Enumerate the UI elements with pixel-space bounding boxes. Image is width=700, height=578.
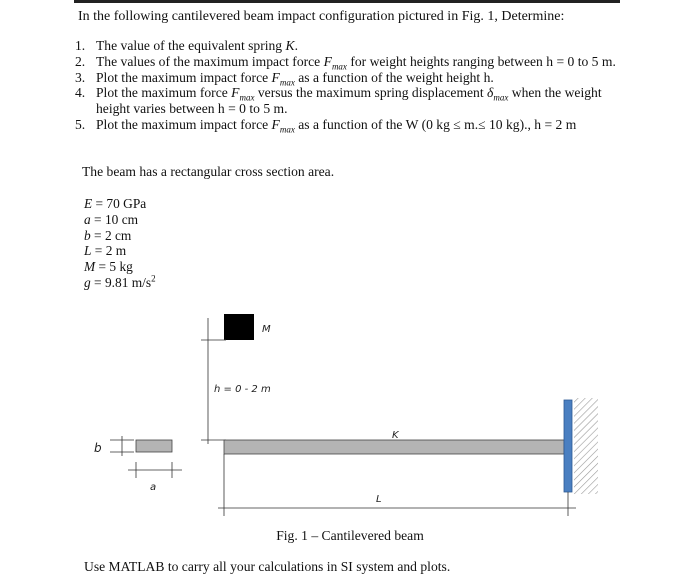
parameter-item: g = 9.81 $m/s^2$ (84, 273, 156, 290)
instructions-footer: Use MATLAB to carry all your calculations in SI system and plots. (84, 559, 451, 574)
height-label: h = 0 - 2 m (214, 384, 271, 395)
mass-label: M (262, 324, 271, 335)
mass-block (224, 314, 254, 340)
task-number: 4. (75, 85, 86, 101)
fixed-wall (564, 400, 572, 492)
parameter-item: a = 10 cm (84, 211, 139, 227)
cross-section (136, 440, 172, 452)
task-item: 2. The values of the maximum impact force $F_{max}$ for weight heights ranging between h = 0 to 5 m. (75, 53, 616, 72)
task-number: 3. (75, 69, 86, 85)
cross-section-note: The beam has a rectangular cross section area. (82, 164, 335, 179)
length-label: L (376, 494, 382, 505)
task-item: 5. Plot the maximum impact force $F_{max}$ as a function of the W (0 kg ≤ m.≤ 10 kg)., h = 2 m (75, 116, 577, 135)
task-number: 2. (75, 53, 86, 69)
task-number: 1. (75, 38, 86, 53)
beam (224, 440, 564, 454)
section-b-label: b (94, 441, 102, 455)
task-number: 5. (75, 116, 86, 132)
task-item: 3. Plot the maximum impact force $F_{max}$ as a function of the weight height h. (75, 69, 494, 88)
section-a-label: a (150, 482, 157, 493)
problem-intro: In the following cantilevered beam impact configuration pictured in Fig. 1, Determine: (78, 9, 565, 24)
task-item: 4. Plot the maximum force $F_{max}$ versus the maximum spring displacement $\delta_{max}$ when the weight height varies between h = 0 to 5 m. (75, 85, 602, 117)
parameter-item: M = 5 kg (84, 259, 133, 275)
task-item: 1. The value of the equivalent spring K. (75, 38, 298, 53)
wall-hatch (574, 398, 598, 494)
figure-caption: Fig. 1 – Cantilevered beam (276, 528, 424, 543)
parameter-item: b = 2 cm (84, 227, 132, 243)
parameter-item: E = 70 GPa (84, 196, 147, 211)
spring-label: K (392, 430, 399, 441)
parameter-item: L = 2 m (84, 243, 127, 259)
